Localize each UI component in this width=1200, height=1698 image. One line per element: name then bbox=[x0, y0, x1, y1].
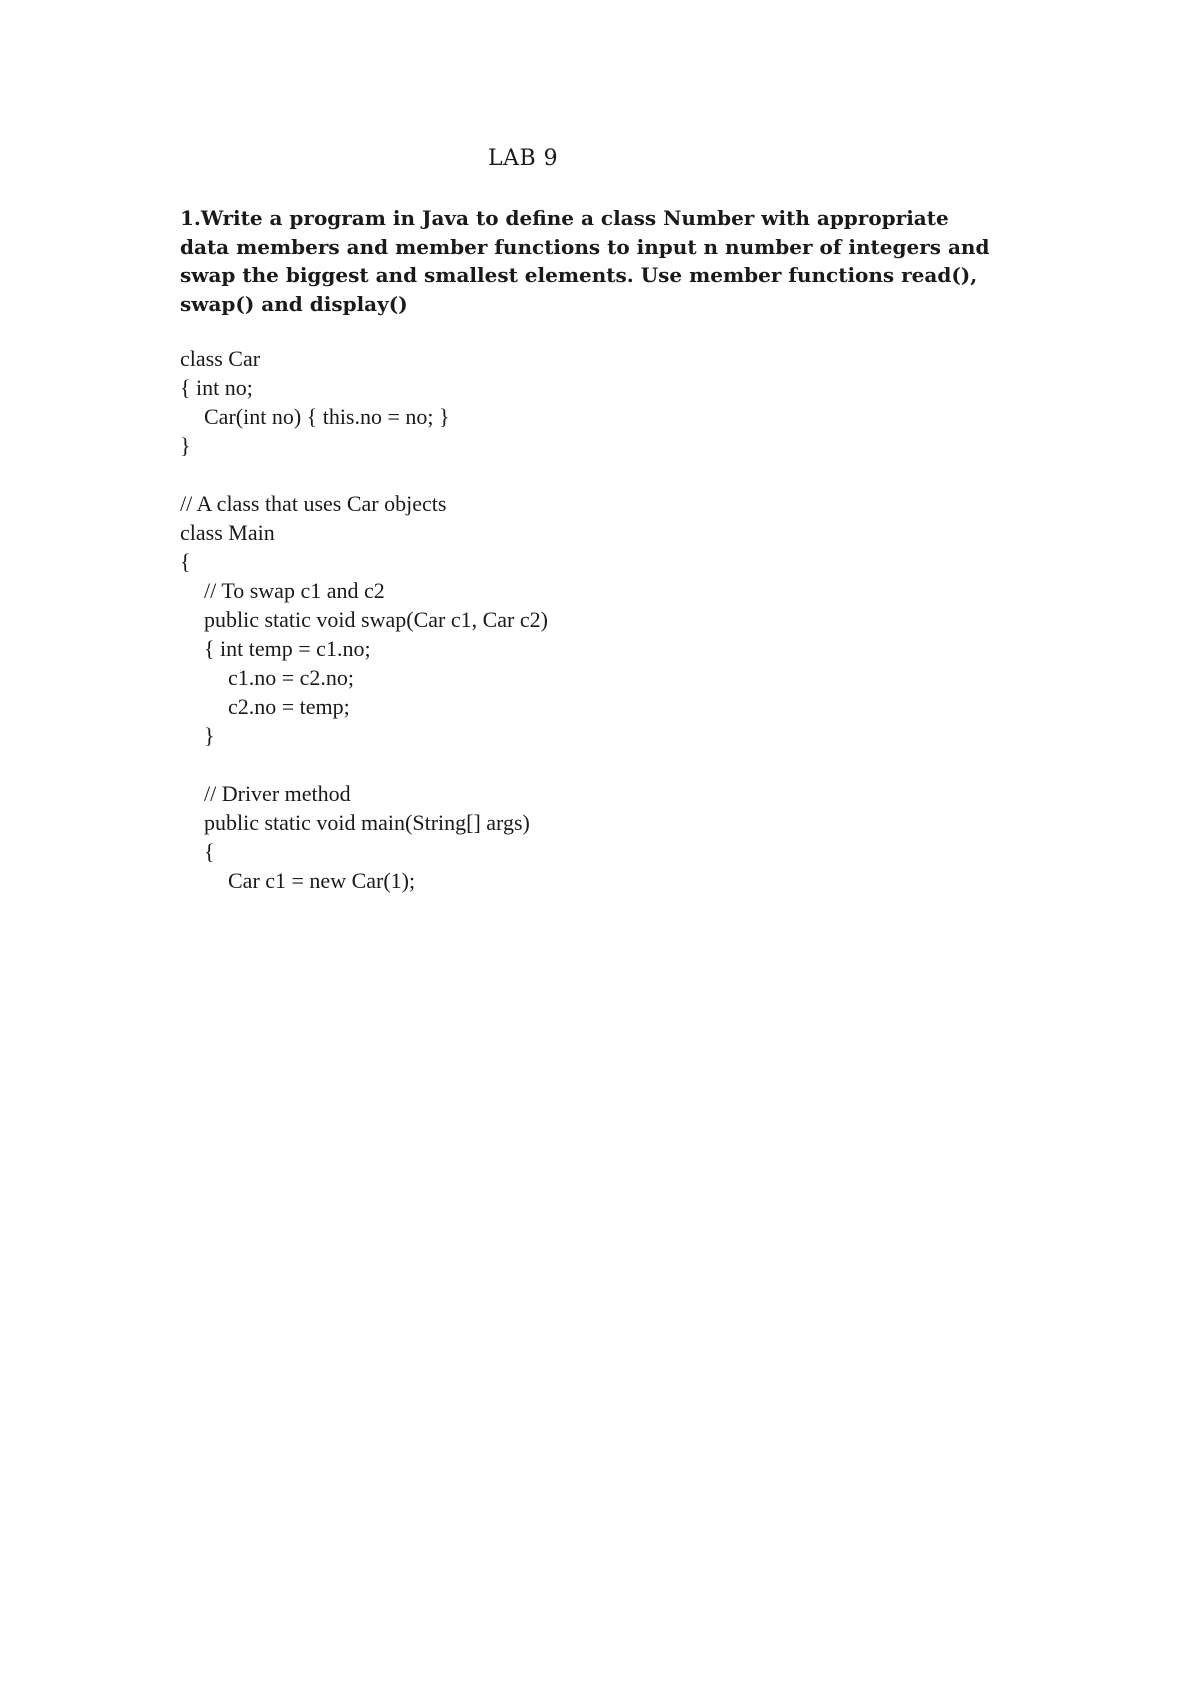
code-comment: // A class that uses Car objects bbox=[180, 491, 447, 516]
code-line: Car c1 = new Car(1); bbox=[228, 868, 416, 893]
question-line: 1.Write a program in Java to define a class Number with appropriate bbox=[180, 206, 949, 230]
question-line: swap() and display() bbox=[180, 291, 408, 316]
code-line: class Main bbox=[180, 520, 275, 545]
code-line: c2.no = temp; bbox=[228, 694, 350, 719]
code-line: class Car bbox=[180, 346, 261, 371]
question-line: swap the biggest and smallest elements. Use member functions read(), bbox=[180, 263, 978, 287]
code-line: { bbox=[204, 839, 215, 864]
question-text bbox=[180, 204, 990, 318]
code-line: Car(int no) { this.no = no; } bbox=[204, 404, 450, 429]
code-line: c1.no = c2.no; bbox=[228, 665, 355, 690]
page-title: LAB 9 bbox=[488, 146, 559, 171]
code-blank-line bbox=[180, 460, 548, 489]
code-listing bbox=[180, 344, 548, 895]
code-line: { int no; bbox=[180, 375, 253, 400]
code-comment: // Driver method bbox=[204, 781, 351, 806]
code-line: } bbox=[204, 723, 215, 748]
code-blank-line bbox=[180, 750, 548, 779]
code-line: public static void swap(Car c1, Car c2) bbox=[204, 607, 548, 632]
code-line: } bbox=[180, 433, 191, 458]
code-line: public static void main(String[] args) bbox=[204, 810, 530, 835]
code-line: { int temp = c1.no; bbox=[204, 636, 371, 661]
code-comment: // To swap c1 and c2 bbox=[204, 578, 385, 603]
code-line: { bbox=[180, 549, 191, 574]
question-line: data members and member functions to input n number of integers and bbox=[180, 234, 990, 259]
